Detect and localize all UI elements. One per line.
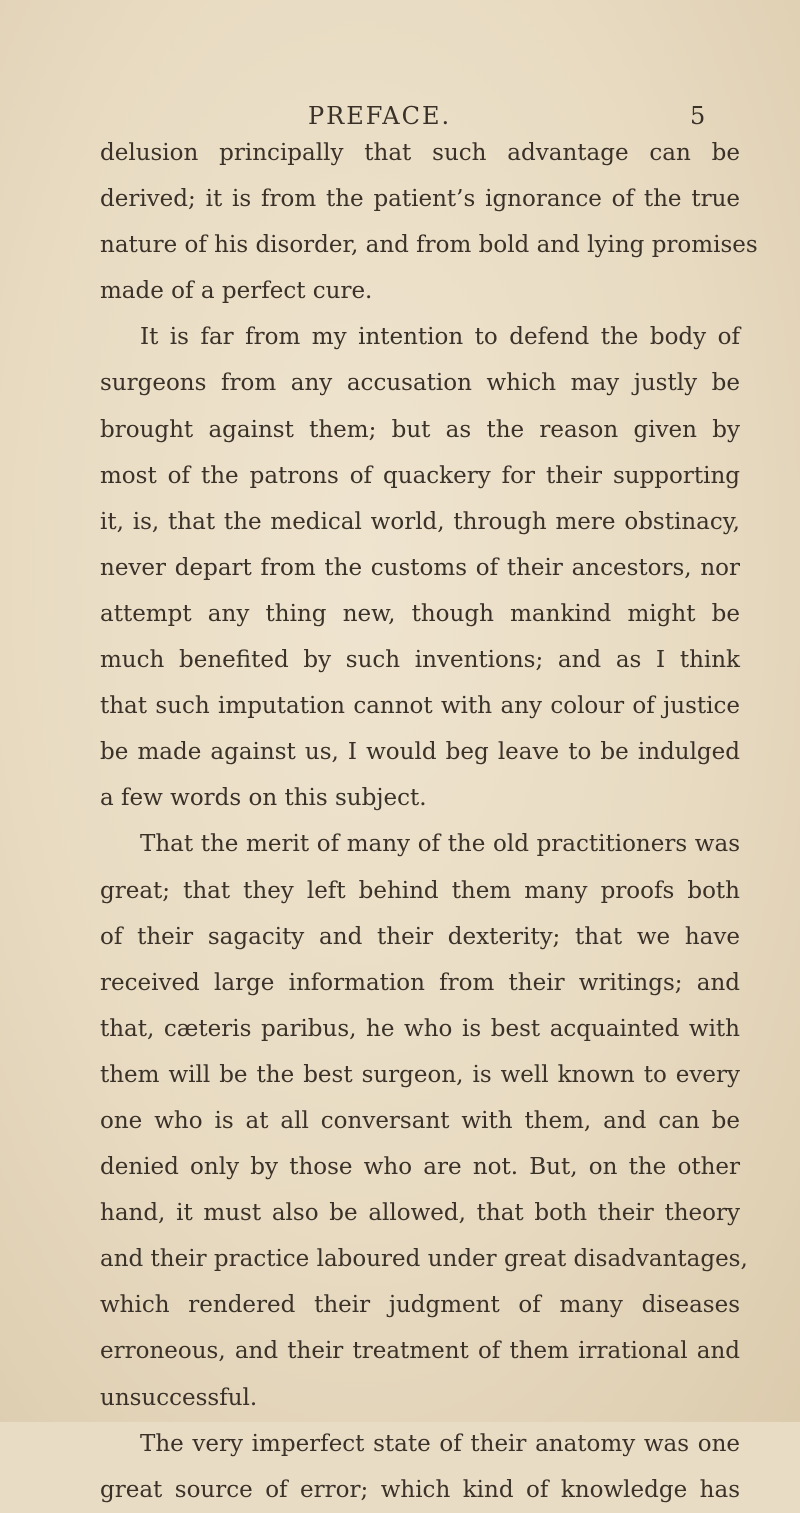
text-line: erroneous, and their treatment of them irrational and xyxy=(100,1338,740,1365)
text-line: attempt any thing new, though mankind might be xyxy=(100,600,740,627)
text-line: denied only by those who are not. But, on the other xyxy=(100,1154,740,1181)
text-line: unsuccessful. xyxy=(100,1384,258,1411)
text-line: a few words on this subject. xyxy=(100,785,427,812)
page-number: 5 xyxy=(690,102,706,130)
text-line: never depart from the customs of their ancestors, nor xyxy=(100,554,740,581)
text-line: of their sagacity and their dexterity; that we have xyxy=(100,923,740,950)
body-text xyxy=(100,130,758,1513)
paragraph-start-line: That the merit of many of the old practitioners was xyxy=(140,831,740,858)
text-line: that such imputation cannot with any colour of justice xyxy=(100,693,740,720)
text-line: great source of error; which kind of knowledge has xyxy=(100,1476,740,1503)
text-line: surgeons from any accusation which may justly be xyxy=(100,370,740,397)
text-line: great; that they left behind them many proofs both xyxy=(100,877,740,904)
text-line: much benefited by such inventions; and as I think xyxy=(100,647,740,674)
text-line: nature of his disorder, and from bold and lying promises xyxy=(100,232,758,259)
text-line: received large information from their writings; and xyxy=(100,969,740,996)
paragraph-start-line: The very imperfect state of their anatomy was one xyxy=(140,1430,740,1457)
text-line: most of the patrons of quackery for their supporting xyxy=(100,462,740,489)
page-title: PREFACE. xyxy=(308,102,452,130)
text-line: that, cæteris paribus, he who is best acquainted with xyxy=(100,1015,740,1042)
text-line: brought against them; but as the reason given by xyxy=(100,416,740,443)
text-line: and their practice laboured under great disadvantages, xyxy=(100,1246,748,1273)
text-line: be made against us, I would beg leave to be indulged xyxy=(100,739,740,766)
text-line: hand, it must also be allowed, that both their theory xyxy=(100,1200,740,1227)
text-line: which rendered their judgment of many diseases xyxy=(100,1292,740,1319)
text-line: made of a perfect cure. xyxy=(100,278,373,305)
text-line: derived; it is from the patient’s ignorance of the true xyxy=(100,186,740,213)
paragraph-start-line: It is far from my intention to defend the body of xyxy=(140,324,740,351)
text-line: delusion principally that such advantage can be xyxy=(100,140,740,166)
text-line: it, is, that the medical world, through mere obstinacy, xyxy=(100,508,740,535)
text-line: them will be the best surgeon, is well known to every xyxy=(100,1061,740,1088)
text-line: one who is at all conversant with them, and can be xyxy=(100,1107,740,1134)
